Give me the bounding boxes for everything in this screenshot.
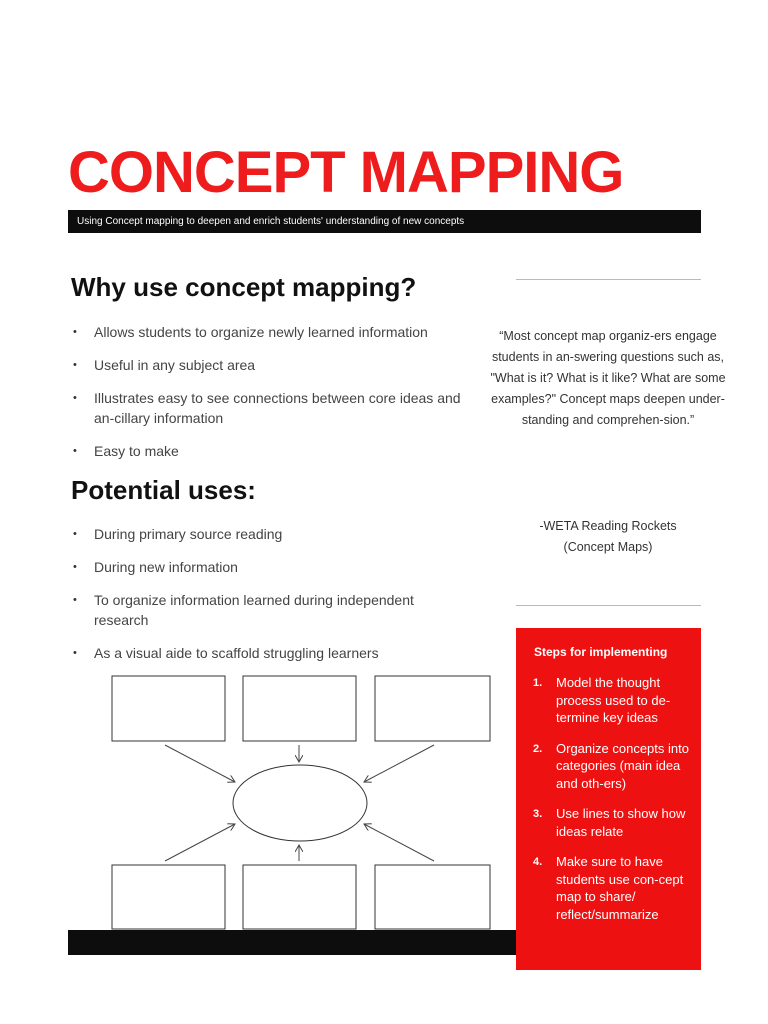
bullet-icon: • bbox=[73, 528, 77, 540]
page-title: CONCEPT MAPPING bbox=[68, 140, 624, 205]
list-item bbox=[71, 441, 471, 461]
step-text: Use lines to show how ideas relate bbox=[556, 806, 686, 839]
list-item-text: Allows students to organize newly learned information bbox=[94, 324, 428, 340]
step-text: Make sure to have students use con-cept map to share/ reflect/summarize bbox=[556, 854, 684, 922]
concept-map-diagram bbox=[100, 668, 500, 936]
subtitle-text: Using Concept mapping to deepen and enrich students' understanding of new concepts bbox=[77, 216, 465, 227]
steps-title: Steps for implementing bbox=[534, 645, 668, 659]
list-item-text: As a visual aide to scaffold struggling learners bbox=[94, 645, 379, 661]
attribution-source: -WETA Reading Rockets bbox=[539, 519, 677, 533]
list-item-text: To organize information learned during independent research bbox=[94, 592, 414, 628]
steps-box bbox=[516, 628, 701, 970]
bullet-icon: • bbox=[73, 594, 77, 606]
step-number: 1. bbox=[533, 677, 543, 689]
list-item-text: During new information bbox=[94, 559, 238, 575]
quote-attribution bbox=[488, 516, 728, 558]
step-text: Organize concepts into categories (main idea and oth-ers) bbox=[556, 740, 689, 791]
arrow-bottom-right bbox=[364, 824, 434, 861]
arrow-top-left bbox=[165, 745, 235, 782]
list-item-text: Illustrates easy to see connections between core ideas and an-cillary information bbox=[94, 390, 461, 426]
why-heading: Why use concept mapping? bbox=[71, 272, 417, 302]
step-text: Model the thought process used to de-termine key ideas bbox=[556, 675, 671, 725]
sidebar-quote: “Most concept map organiz-ers engage students in an-swering questions such as, "What is it? What is it like? What are some examples?" Concept maps deepen under-standing and comprehen-sion.” bbox=[490, 329, 726, 427]
step-number: 3. bbox=[533, 808, 543, 820]
concept-box-top-left bbox=[112, 676, 225, 741]
list-item bbox=[71, 590, 471, 630]
list-item-text: Easy to make bbox=[94, 443, 179, 459]
bullet-icon: • bbox=[73, 561, 77, 573]
concept-box-bottom-left bbox=[112, 865, 225, 929]
step-number: 2. bbox=[533, 742, 543, 755]
concept-box-bottom-center bbox=[243, 865, 356, 929]
list-item bbox=[71, 557, 471, 577]
subtitle-banner bbox=[68, 210, 701, 233]
concept-box-bottom-right bbox=[375, 865, 490, 929]
main-idea-ellipse bbox=[233, 765, 367, 841]
list-item bbox=[71, 643, 471, 663]
bullet-icon: • bbox=[73, 326, 77, 338]
footer-bar bbox=[68, 930, 516, 955]
uses-list bbox=[71, 524, 471, 676]
bullet-icon: • bbox=[73, 392, 77, 404]
sidebar-rule-bottom bbox=[516, 605, 701, 606]
arrow-top-right bbox=[364, 745, 434, 782]
step-item bbox=[533, 740, 693, 793]
steps-list bbox=[533, 674, 693, 936]
step-number: 4. bbox=[533, 856, 543, 868]
step-item bbox=[533, 853, 693, 923]
attribution-detail: (Concept Maps) bbox=[563, 540, 653, 554]
arrow-bottom-left bbox=[165, 824, 235, 861]
step-item bbox=[533, 674, 693, 727]
bullet-icon: • bbox=[73, 647, 77, 659]
why-list bbox=[71, 322, 471, 474]
list-item-text: Useful in any subject area bbox=[94, 357, 256, 373]
concept-box-top-right bbox=[375, 676, 490, 741]
bullet-icon: • bbox=[73, 445, 77, 457]
list-item bbox=[71, 322, 471, 342]
list-item bbox=[71, 524, 471, 544]
bullet-icon: • bbox=[73, 359, 77, 371]
list-item bbox=[71, 355, 471, 375]
concept-box-top-center bbox=[243, 676, 356, 741]
list-item-text: During primary source reading bbox=[94, 526, 283, 542]
sidebar-rule-top bbox=[516, 279, 701, 280]
list-item bbox=[71, 388, 471, 428]
step-item bbox=[533, 805, 693, 840]
uses-heading: Potential uses: bbox=[71, 475, 256, 505]
